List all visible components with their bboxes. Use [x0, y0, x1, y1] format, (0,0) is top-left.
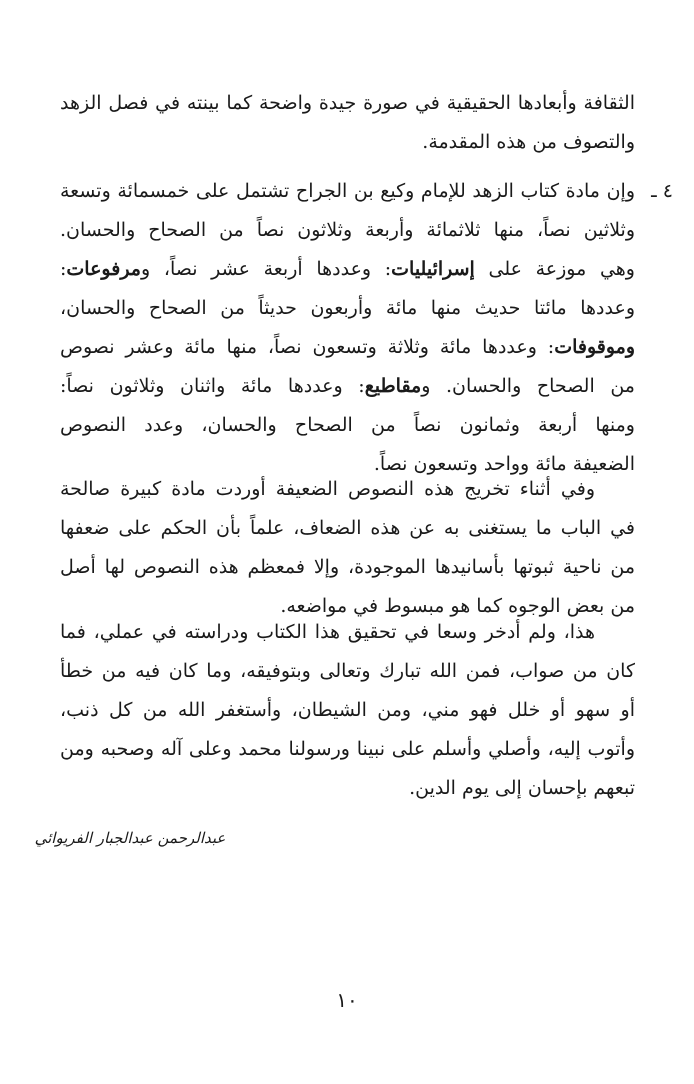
paragraph-intro-continuation: [60, 84, 635, 162]
text-line: [60, 250, 635, 289]
term-israiliyyat: إسرائيليات: [391, 258, 475, 280]
text-line: من ناحية ثبوتها بأسانيدها الموجودة، وإلا فمعظم هذه النصوص لها أصل: [60, 556, 635, 578]
text-line: وأتوب إليه، وأصلي وأسلم على نبينا ورسولنا محمد وعلى آله وصحبه ومن: [60, 738, 635, 760]
text-line: والتصوف من هذه المقدمة.: [422, 131, 635, 153]
text-line: تبعهم بإحسان إلى يوم الدين.: [409, 777, 635, 799]
text-line: وإن مادة كتاب الزهد للإمام وكيع بن الجراح تشتمل على خمسمائة وتسعة: [60, 180, 635, 202]
text-line: وثلاثين نصاً، منها ثلاثمائة وأربعة وثلاثون نصاً من الصحاح والحسان.: [60, 219, 635, 241]
text-line: كان من صواب، فمن الله تبارك وتعالى وبتوفيقه، وما كان فيه من خطأ: [60, 660, 635, 682]
text-line: وعددها مائتا حديث منها مائة وأربعون حديثاً من الصحاح والحسان،: [60, 297, 635, 319]
text-segment: وهي موزعة على: [474, 258, 635, 280]
text-line: من بعض الوجوه كما هو مبسوط في مواضعه.: [280, 595, 635, 617]
numbered-item-4: [60, 172, 673, 484]
paragraph-weak-texts: [60, 470, 635, 626]
author-signature: عبدالرحمن عبدالجبار الفريوائي: [34, 829, 226, 847]
text-segment: :: [60, 258, 67, 280]
term-maqati: مقاطيع: [364, 375, 422, 397]
text-segment: من الصحاح والحسان. و: [421, 375, 635, 397]
text-line: الضعيفة مائة وواحد وتسعون نصاً.: [373, 453, 635, 475]
paragraph-closing: [60, 613, 635, 808]
term-mawqufat: وموقوفات: [554, 336, 635, 358]
text-segment: : وعددها أربعة عشر نصاً، و: [140, 258, 392, 280]
text-line: ومنها أربعة وثمانون نصاً من الصحاح والحسان، وعدد النصوص: [60, 414, 635, 436]
text-line: [60, 328, 635, 367]
page-number: ١٠: [336, 988, 358, 1012]
text-line: [60, 367, 635, 406]
term-marfuat: مرفوعات: [66, 258, 141, 280]
text-segment: : وعددها مائة واثنان وثلاثون نصاً:: [60, 375, 365, 397]
text-line: الثقافة وأبعادها الحقيقية في صورة جيدة واضحة كما بينته في فصل الزهد: [60, 92, 635, 114]
item-number: ٤ ـ: [651, 180, 673, 202]
text-line: وفي أثناء تخريج هذه النصوص الضعيفة أوردت مادة كبيرة صالحة: [60, 478, 595, 500]
text-line: أو سهو أو خلل فهو مني، ومن الشيطان، وأستغفر الله من كل ذنب،: [60, 699, 635, 721]
text-line: في الباب ما يستغنى به عن هذه الضعاف، علماً بأن الحكم على ضعفها: [60, 517, 635, 539]
text-line: هذا، ولم أدخر وسعا في تحقيق هذا الكتاب ودراسته في عملي، فما: [60, 621, 595, 643]
text-segment: : وعددها مائة وثلاثة وتسعون نصاً، منها مائة وعشر نصوص: [60, 336, 555, 358]
